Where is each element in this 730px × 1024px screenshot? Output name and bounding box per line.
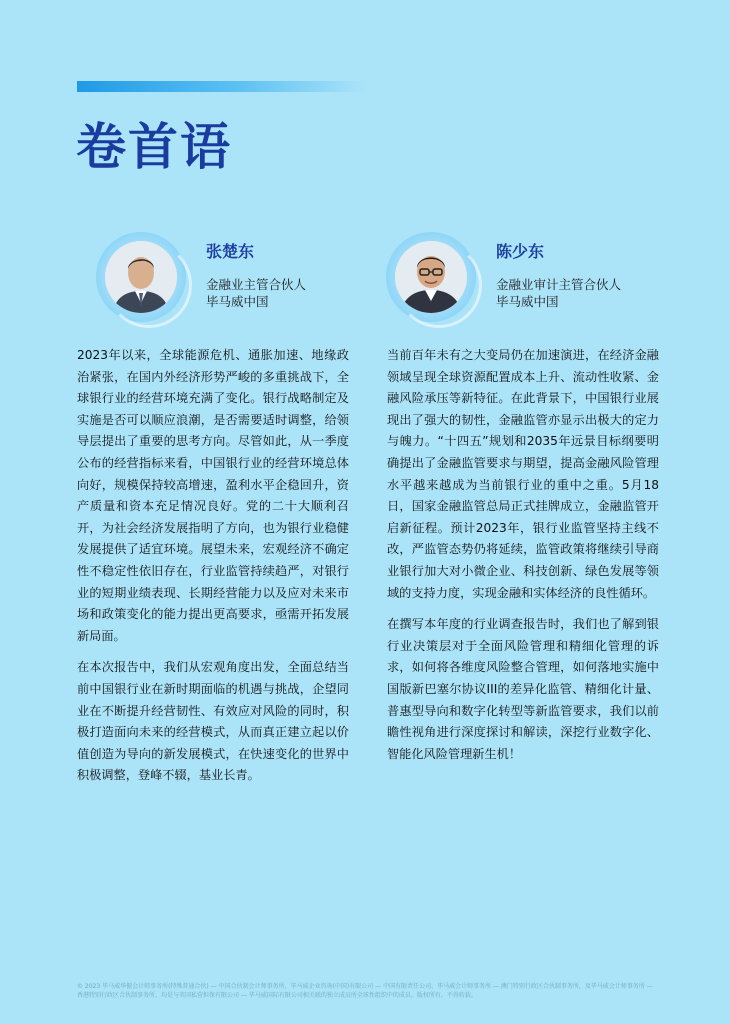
avatar-frame [96, 232, 186, 322]
right-column [387, 345, 659, 775]
author-name: 陈少东 [496, 242, 545, 261]
paragraph: 在撰写本年度的行业调查报告时，我们也了解到银行业决策层对于全面风险管理和精细化管理的诉求，如何将各维度风险整合管理，如何落地实施中国版新巴塞尔协议III的差异化监管、精细化计量、普惠型导向和数字化转型等新监管要求，我们以前瞻性视角进行深度探讨和解读，深挖行业数字化、智能化风险管理新生机！ [387, 617, 659, 761]
author-card-1 [96, 232, 396, 328]
avatar-frame [386, 232, 476, 322]
left-column [77, 345, 349, 797]
avatar [105, 241, 177, 313]
author-role: 金融业审计主管合伙人 [496, 277, 622, 292]
author-org: 毕马威中国 [206, 294, 269, 309]
footer-legal: © 2023 毕马威华振会计师事务所(特殊普通合伙) — 中国合伙制会计师事务所，毕马威企业咨询(中国)有限公司 — 中国有限责任公司，毕马威会计师事务所 — 澳门特别行政区合伙制事务所，及毕马威会计师事务所 — 香港特别行政区合伙制事务所，均是与英国私营担保有限公司 — 毕马威国际有限公司相关联的独立成员所全球性组织中的成员。版权所有，不得转载。 [77, 983, 653, 999]
author-card-2 [386, 232, 686, 328]
author-org: 毕马威中国 [496, 294, 559, 309]
paragraph: 在本次报告中，我们从宏观角度出发，全面总结当前中国银行业在新时期面临的机遇与挑战，企望同业在不断提升经营韧性、有效应对风险的同时，积极打造面向未来的经营模式，从而真正建立起以价值创造为导向的新发展模式，在快速变化的世界中积极调整，登峰不辍，基业长青。 [77, 660, 349, 783]
author-name: 张楚东 [206, 242, 255, 261]
author-role: 金融业主管合伙人 [206, 277, 307, 292]
page-title: 卷首语 [76, 118, 232, 176]
avatar [395, 241, 467, 313]
paragraph: 2023年以来，全球能源危机、通胀加速、地缘政治紧张，在国内外经济形势严峻的多重挑战下，全球银行业的经营环境充满了变化。银行战略制定及实施是否可以顺应浪潮，是否需要适时调整，给领导层提出了重要的思考方向。尽管如此，从一季度公布的经营指标来看，中国银行业的经营环境总体向好，规模保持较高增速，盈利水平企稳回升，资产质量和资本充足情况良好。党的二十大顺利召开，为社会经济发展指明了方向，也为银行业稳健发展提供了适宜环境。展望未来，宏观经济不确定性不稳定性依旧存在，行业监管持续趋严，对银行业的短期业绩表现、长期经营能力以及应对未来市场和政策变化的能力提出更高要求，亟需开拓发展新局面。 [77, 348, 349, 643]
accent-bar [77, 81, 366, 92]
paragraph: 当前百年未有之大变局仍在加速演进，在经济金融领域呈现全球资源配置成本上升、流动性收紧、金融风险承压等新特征。在此背景下，中国银行业展现出了强大的韧性，金融监管亦显示出极大的定力与魄力。“十四五”规划和2035年远景目标纲要明确提出了金融监管要求与期望，提高金融风险管理水平越来越成为当前银行业的重中之重。5月18日，国家金融监管总局正式挂牌成立，金融监管开启新征程。预计2023年，银行业监管坚持主线不改，严监管态势仍将延续，监管政策将继续引导商业银行加大对小微企业、科技创新、绿色发展等领域的支持力度，实现金融和实体经济的良性循环。 [387, 348, 659, 600]
